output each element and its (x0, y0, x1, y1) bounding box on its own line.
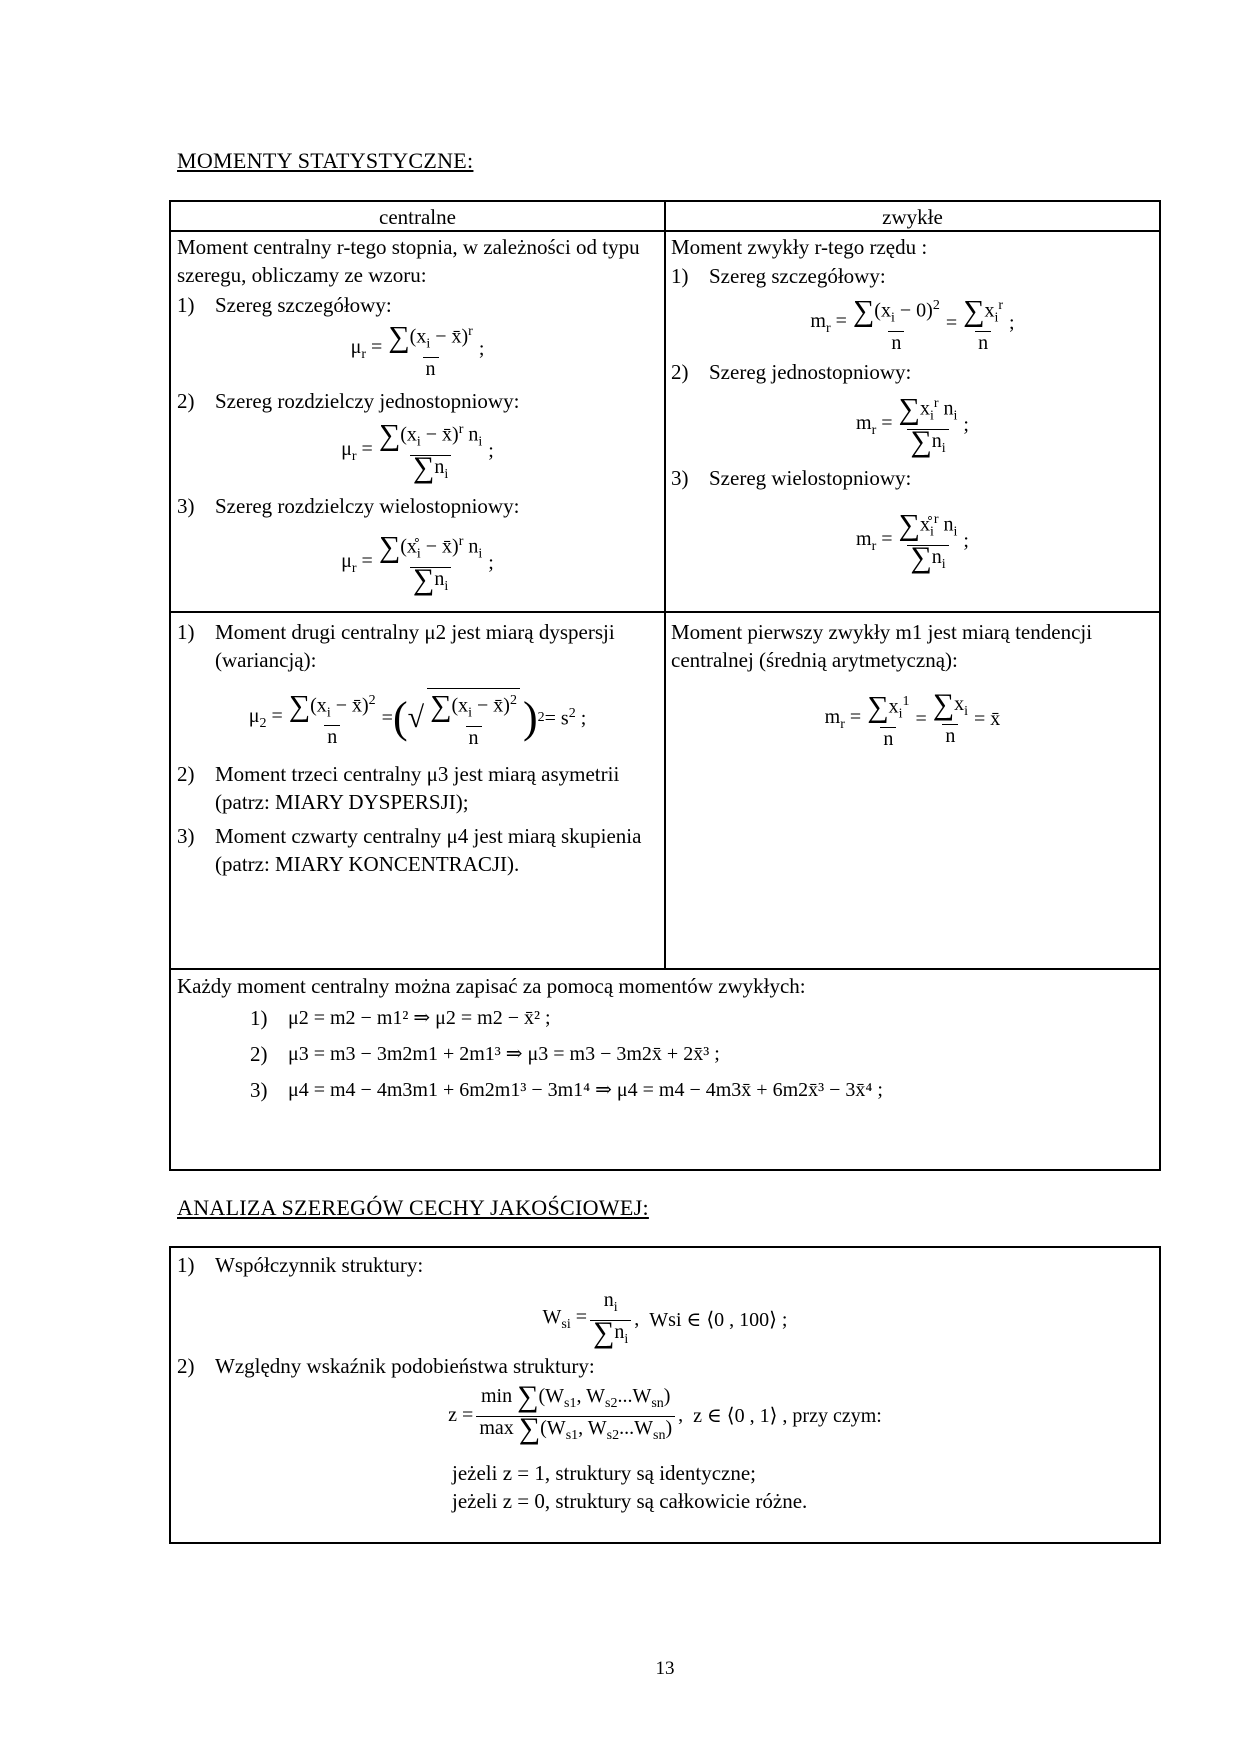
column-header-ordinary: zwykłe (882, 205, 943, 229)
central-item-3: 3) Szereg rozdzielczy wielostopniowy: (177, 494, 520, 518)
similarity-range: z ∈ ⟨0 , 1⟩ , przy czym: (693, 1405, 882, 1427)
ordinary-item-2: 2) Szereg jednostopniowy: (671, 360, 912, 384)
central-prop-1: 1) Moment drugi centralny μ2 jest miarą dyspersji (wariancją): (177, 620, 615, 672)
formula-central-detailed: $\mu_r$ = $\frac{\sum(x_i - x̄)^r}{n}$ ; (350, 320, 485, 380)
heading-moments: MOMENTY STATYSTYCZNE: (177, 148, 474, 173)
ordinary-item-3: 3) Szereg wielostopniowy: (671, 466, 912, 490)
formula-ordinary-single-step: $m_r$ = $\frac{\sum x_i^r n_i}{\sum n_i}$ ; (856, 392, 969, 458)
central-prop-3: 3) Moment czwarty centralny μ4 jest miarą skupienia (patrz: MIARY KONCENTRACJI). (177, 824, 642, 876)
central-prop-2: 2) Moment trzeci centralny μ3 jest miarą asymetrii (patrz: MIARY DYSPERSJI); (177, 762, 620, 814)
condition-identical: jeżeli z = 1, struktury są identyczne; (452, 1461, 756, 1485)
column-header-central: centralne (379, 205, 456, 229)
formula-similarity: z = $\frac{\min \sum(W_{s1}, W_{s2}...W_{sn})}{\max \sum(W_{s1}, W_{s2}...W_{sn})}$ , z ∈ ⟨0 , 1⟩ , przy czym: (448, 1380, 882, 1445)
relation-2: 2) μ3 = m3 − 3m2m1 + 2m1³ ⇒ μ3 = m3 − 3m2x̄ + 2x̄³ ; (250, 1042, 720, 1066)
ordinary-intro: Moment zwykły r-tego rzędu : (671, 235, 928, 259)
central-item-1: 1) Szereg szczegółowy: (177, 293, 392, 317)
formula-central-single-step: $\mu_r$ = $\frac{\sum(x_i - x̄)^r n_i}{\sum n_i}$ ; (341, 418, 494, 484)
quality-item-1: 1) Współczynnik struktury: (177, 1253, 424, 1277)
formula-structure: $W_{si}$ = $\frac{n_i}{\sum n_i}$ , Wsi ∈ ⟨0 , 100⟩ ; (542, 1289, 788, 1349)
structure-range: Wsi ∈ ⟨0 , 100⟩ ; (649, 1309, 788, 1331)
relation-1: 1) μ2 = m2 − m1² ⇒ μ2 = m2 − x̄² ; (250, 1006, 551, 1030)
central-intro: Moment centralny r-tego stopnia, w zależności od typu szeregu, obliczamy ze wzoru: (177, 235, 640, 287)
page-number: 13 (655, 1658, 675, 1679)
relation-intro: Każdy moment centralny można zapisać za pomocą momentów zwykłych: (177, 974, 806, 998)
formula-ordinary-detailed: $m_r$ = $\frac{\sum(x_i - 0)^2}{n}$ = $\frac{\sum x_i^r}{n}$ ; (810, 294, 1015, 354)
formula-variance: $\mu_2$ = $\frac{\sum(x_i - x̄)^2}{n}$ = ( √ $\frac{\sum(x_i - x̄)^2}{n}$ ) 2 = $s^2$ ; (248, 689, 587, 749)
formula-mean: $m_r$ = $\frac{\sum x_i^1}{n}$ = $\frac{\sum x_i}{n}$ = x̄ (824, 688, 1001, 750)
relation-3: 3) μ4 = m4 − 4m3m1 + 6m2m1³ − 3m1⁴ ⇒ μ4 = m4 − 4m3x̄ + 6m2x̄³ − 3x̄⁴ ; (250, 1078, 883, 1102)
ordinary-item-1: 1) Szereg szczegółowy: (671, 264, 886, 288)
formula-central-multi-step: $\mu_r$ = $\frac{\sum(x̊_i - x̄)^r n_i}{\sum n_i}$ ; (341, 530, 494, 596)
quality-item-2: 2) Względny wskaźnik podobieństwa struktury: (177, 1354, 595, 1378)
central-item-2: 2) Szereg rozdzielczy jednostopniowy: (177, 389, 520, 413)
formula-ordinary-multi-step: $m_r$ = $\frac{\sum x̊_i^r n_i}{\sum n_i}$ ; (856, 508, 969, 574)
heading-quality: ANALIZA SZEREGÓW CECHY JAKOŚCIOWEJ: (177, 1195, 649, 1220)
condition-different: jeżeli z = 0, struktury są całkowicie różne. (452, 1489, 808, 1513)
ordinary-prop: Moment pierwszy zwykły m1 jest miarą tendencji centralnej (średnią arytmetyczną): (671, 620, 1093, 672)
